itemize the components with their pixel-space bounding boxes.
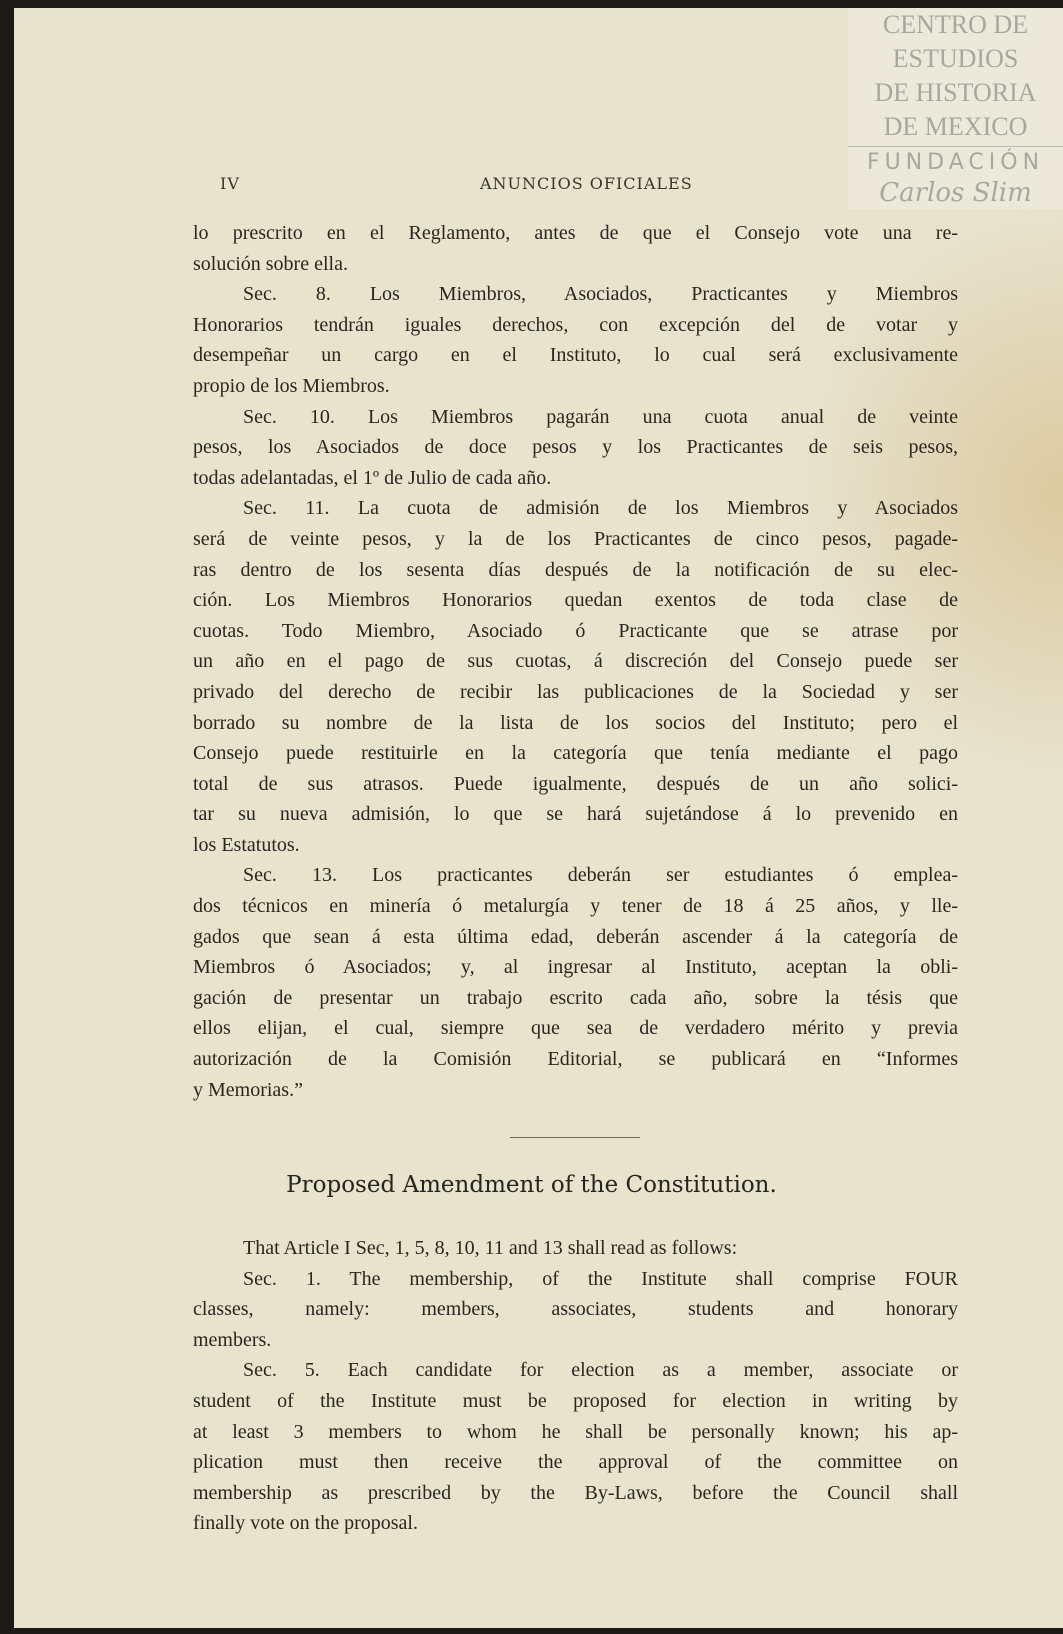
text-line: los Estatutos.	[193, 833, 300, 856]
text-line: Honorarios tendrán iguales derechos, con excepción del de votar y	[193, 313, 958, 336]
watermark-signature: Carlos Slim	[879, 178, 1032, 208]
text-line: un año en el pago de sus cuotas, á discreción del Consejo puede ser	[193, 650, 958, 673]
text-line: total de sus atrasos. Puede igualmente, después de un año solici-	[193, 772, 958, 795]
watermark-line: CENTRO DE	[882, 10, 1029, 39]
watermark-line: ESTUDIOS	[892, 44, 1019, 73]
watermark-fundacion: FUNDACIÓN	[848, 146, 1063, 177]
text-line: Sec. 5. Each candidate for election as a member, associate or	[243, 1359, 958, 1382]
text-line: student of the Institute must be proposed for election in writing by	[193, 1389, 958, 1412]
section-divider	[510, 1137, 640, 1138]
spanish-text	[193, 218, 958, 1105]
text-line: tar su nueva admisión, lo que se hará sujetándose á lo prevenido en	[193, 803, 958, 826]
text-line: gación de presentar un trabajo escrito cada año, sobre la tésis que	[193, 986, 958, 1009]
text-line: membership as prescribed by the By-Laws, before the Council shall	[193, 1481, 958, 1504]
text-line: Sec. 8. Los Miembros, Asociados, Practicantes y Miembros	[243, 283, 958, 306]
text-line: That Article I Sec, 1, 5, 8, 10, 11 and 13 shall read as follows:	[243, 1237, 738, 1259]
text-line: ción. Los Miembros Honorarios quedan exentos de toda clase de	[193, 589, 958, 612]
text-line: propio de los Miembros.	[193, 374, 390, 397]
text-line: borrado su nombre de la lista de los socios del Instituto; pero el	[193, 711, 958, 734]
text-line: Consejo puede restituirle en la categoría que tenía mediante el pago	[193, 742, 958, 765]
text-line: classes, namely: members, associates, students and honorary	[193, 1298, 958, 1321]
text-line: members.	[193, 1328, 272, 1351]
text-line: cuotas. Todo Miembro, Asociado ó Practicante que se atrase por	[193, 619, 958, 642]
watermark-line: DE HISTORIA	[874, 78, 1037, 107]
text-line: dos técnicos en minería ó metalurgía y tener de 18 á 25 años, y lle-	[193, 895, 958, 918]
english-text	[193, 1233, 958, 1539]
text-line: y Memorias.”	[193, 1078, 303, 1101]
text-line: finally vote on the proposal.	[193, 1512, 418, 1535]
text-line: gados que sean á esta última edad, deberán ascender á la categoría de	[193, 925, 958, 948]
text-line: Sec. 11. La cuota de admisión de los Miembros y Asociados	[243, 497, 958, 520]
watermark-logo	[848, 8, 1063, 209]
text-line: autorización de la Comisión Editorial, se publicará en “Informes	[193, 1048, 958, 1071]
text-line: ellos elijan, el cual, siempre que sea de verdadero mérito y previa	[193, 1017, 958, 1040]
watermark-line: DE MEXICO	[883, 112, 1028, 141]
text-line: at least 3 members to whom he shall be personally known; his ap-	[193, 1420, 958, 1443]
text-line: privado del derecho de recibir las publicaciones de la Sociedad y ser	[193, 680, 958, 703]
text-line: será de veinte pesos, y la de los Practicantes de cinco pesos, pagade-	[193, 527, 958, 550]
text-line: Sec. 13. Los practicantes deberán ser estudiantes ó emplea-	[243, 864, 958, 887]
text-line: solución sobre ella.	[193, 252, 348, 275]
amendment-title: Proposed Amendment of the Constitution.	[286, 1172, 777, 1198]
text-line: plication must then receive the approval of the committee on	[193, 1451, 958, 1474]
text-line: lo prescrito en el Reglamento, antes de que el Consejo vote una re-	[193, 222, 958, 244]
text-line: Miembros ó Asociados; y, al ingresar al Instituto, aceptan la obli-	[193, 956, 958, 979]
text-line: desempeñar un cargo en el Instituto, lo cual será exclusivamente	[193, 344, 958, 367]
text-line: todas adelantadas, el 1º de Julio de cada año.	[193, 466, 552, 489]
page-number: IV	[220, 174, 240, 193]
running-head: ANUNCIOS OFICIALES	[480, 174, 693, 193]
text-line: pesos, los Asociados de doce pesos y los Practicantes de seis pesos,	[193, 436, 958, 459]
text-line: Sec. 1. The membership, of the Institute shall comprise FOUR	[243, 1267, 958, 1290]
text-line: Sec. 10. Los Miembros pagarán una cuota anual de veinte	[243, 405, 958, 428]
text-line: ras dentro de los sesenta días después de la notificación de su elec-	[193, 558, 958, 581]
